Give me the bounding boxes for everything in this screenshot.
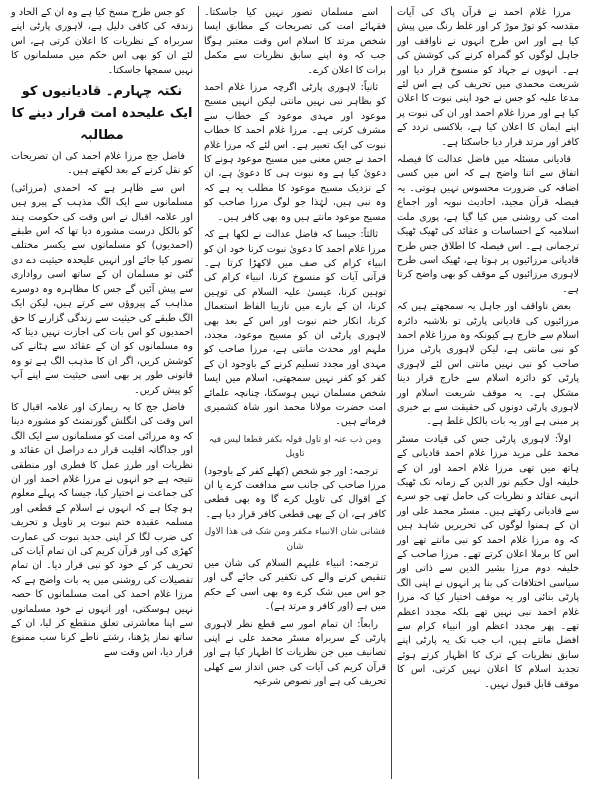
column-left [6, 6, 198, 779]
paragraph: ترجمہ: انبیاء علیہم السلام کی شان میں تنقیص کرنے والے کی تکفیر کی جائے گی اور جو اس میں شک کرے وہ بھی اسی کے حکم میں ہے (اور کافر و مرتد ہے)۔ [204, 558, 386, 613]
column-right [392, 6, 584, 779]
article-columns [6, 6, 584, 779]
paragraph: مرزا غلام احمد نے قرآن پاک کی آیات مقدسہ کو توڑ موڑ کر اور غلط رنگ میں پیش کیا ہے اور اس طرح انہوں نے ناواقف اور جاہل لوگوں کو گمراہ کرنے کی کوشش کی ہے۔ انہوں نے جہاد کو منسوخ قرار دیا اور شریعت محمدی میں تحریف کی ہے اس لئے مدعا علیہ کو جس نے خود اپنی نبوت کا اعلان کیا ہے اور مرزا غلام احمد اور ان کی نبوت پر اپنے ایمان کا اعلان کیا ہے، بلاکسی تردد کے کافر اور مرتد قرار دیا جاسکتا ہے۔ [397, 7, 579, 148]
paragraph: فاضل جج کا یہ ریمارک اور علامہ اقبال کا اس وقت کی انگلش گورنمنٹ کو مشورہ دینا کہ وہ مرزائی امت کو مسلمانوں سے ایک الگ اور جداگانہ اقلیت قرار دے دراصل ان عقائد و نظریات اور طرز عمل کا فطری اور منطقی نتیجہ ہے جو انہوں نے مرزا غلام احمد اور ان کی جماعت نے اختیار کیا، جیسا کہ پہلے معلوم ہو چکا ہے کہ انہوں نے اسلام کے قطعی اور مسلمہ عقیدہ ختم نبوت پر تاویل و تحریف کی ضرب لگا کر اپنی جدید نبوت کی عمارت کھڑی کی اور قرآن کریم کی ان تمام آیات کی تحریف کر کے خود کو نبی قرار دیا۔ ان تمام تفصیلات کی روشنی میں یہ بات واضح ہے کہ مرزا غلام احمد کی امت مسلمانوں کا حصہ نہیں ہوسکتی، اور انہوں نے خود مسلمانوں سے اپنا معاشرتی تعلق منقطع کر لیا، ان کے ساتھ نماز پڑھنا، رشتے ناطے کرنا سب ممنوع قرار دیا، اس وقت سے [11, 401, 193, 658]
paragraph: ثالثاً: جیسا کہ فاضل عدالت نے لکھا ہے کہ مرزا غلام احمد کا دعویٰ نبوت کرنا خود ان کو انبیاء کرام کی صف میں لاکھڑا کرتا ہے۔ قرآنی آیات کو منسوخ کرنا، انبیاء کرام کی توہین کرنا، عیسیٰ علیہ السلام کی توہین کرنا، ان کے بارے میں نازیبا الفاظ استعمال کرنا، انکار ختم نبوت اور اس کے بعد بھی لاہوری پارٹی ان کو مسیح موعود، مجدد، ملہم اور محدث مانتی ہے، مرزا صاحب کو مہدی اور مجدد تسلیم کرنے کے باوجود ان کے کفر کو کفر نہیں سمجھتی، اسلام میں ایسا شخص مسلمان نہیں ہوسکتا، چنانچہ علمائے امت حضرت مولانا محمد انور شاہ کشمیری فرماتے ہیں۔ [204, 229, 386, 428]
paragraph: فاضل جج مرزا غلام احمد کی ان تصریحات کو نقل کرنے کے بعد لکھتے ہیں۔ [11, 151, 193, 177]
paragraph: قادیانی مسئلہ میں فاضل عدالت کا فیصلہ اتفاق سے اتنا واضح ہے کہ اس میں کسی اضافہ کی ضرورت محسوس نہیں ہوتی۔ یہ فیصلہ قرآن مجید، احادیث نبویہ اور اجماع امت کی روشنی میں کیا گیا ہے، پوری ملت اسلامیہ کے احساسات و عقائد کی ٹھیک ٹھیک ترجمانی ہے۔ اس فیصلہ کا اطلاق جس طرح قادیانی مرزائیوں پر ہوتا ہے، ٹھیک اسی طرح لاہوری مرزائیوں کے موقف کو بھی واضح کرتا ہے۔ [397, 154, 579, 295]
paragraph: اولاً: لاہوری پارٹی جس کی قیادت مسٹر محمد علی مرید مرزا غلام احمد قادیانی کے ہاتھ میں تھی مرزا غلام احمد اور ان کے خلیفہ اول حکیم نور الدین کے زمانہ تک ٹھیک انہی عقائد و نظریات کی حامل تھی جو سرے سے قادیانی رکھتے ہیں۔ مسٹر محمد علی اور ان کے ہمنوا لوگوں کی تحریریں شاہد ہیں کہ وہ مرزا غلام احمد کو نبی مانتے تھے اور اس کا برملا اعلان کرتے تھے۔ مرزا صاحب کے خلیفہ دوم مرزا بشیر الدین سے ذاتی اور سیاسی اختلافات کی بنا پر انہوں نے اپنی الگ پارٹی بنائی اور یہ موقف اختیار کیا کہ مرزا غلام احمد نبی نہیں تھے بلکہ مجدد اعظم تھے۔ پھر مجدد اعظم اور انبیاء کرام سے افضل مانتے ہیں، اب جب تک یہ پارٹی اپنے سابق نظریات کے ترک کا اظہار کرتے ہوئے تجدید اسلام کا اعلان نہیں کرتی، اس کا موقف قابل قبول نہیں۔ [397, 433, 579, 690]
paragraph: رابعاً: ان تمام امور سے قطع نظر لاہوری پارٹی کے سربراہ مسٹر محمد علی نے اپنی تصانیف میں جن نظریات کا اظہار کیا ہے اور قرآن کریم کی آیات کی جس انداز سے کھلی تحریف کی ہے اور نصوص شرعیہ [204, 618, 386, 688]
paragraph: ثانیاً: لاہوری پارٹی اگرچہ مرزا غلام احمد کو بظاہر نبی نہیں مانتی لیکن انہیں مسیح موعود اور مہدی موعود کے خطاب سے مشرف کرتی ہے۔ مرزا غلام احمد کا خطاب نبوت کی ایک تعبیر ہے۔ اس لئے کہ مرزا غلام احمد نے جس معنی میں مسیح موعود ہونے کا دعویٰ کیا ہے وہ نبوت ہی کا دعویٰ ہے، ان کے نزدیک مسیح موعود کا مطلب یہ ہے کہ وہ نبی ہیں، لہٰذا جو لوگ مرزا صاحب کو مسیح موعود مانتے ہیں وہ بھی کافر ہیں۔ [204, 82, 386, 223]
column-middle [199, 6, 391, 779]
arabic-quote: ومن ذب عنہ او تاول قولہ بکفر قطعا لیس فیہ تاویل [208, 434, 382, 460]
paragraph: اسے مسلمان تصور نہیں کیا جاسکتا۔ فقہائے امت کی تصریحات کے مطابق ایسا شخص مرتد کا اسلام اس وقت معتبر ہوگا جب کہ وہ اپنے سابق نظریات سے مکمل برات کا اعلان کرے۔ [204, 7, 386, 76]
column-divider [391, 6, 392, 779]
paragraph: بعض ناواقف اور جاہل یہ سمجھتے ہیں کہ مرزائیوں کی قادیانی پارٹی تو بلاشبہ دائرہ اسلام سے خارج ہے کیونکہ وہ مرزا غلام احمد کو نبی مانتی ہے، لیکن لاہوری پارٹی مرزا صاحب کو نبی نہیں مانتی اس لئے لاہوری پارٹی کو دائرہ اسلام سے خارج قرار دینا مشکل ہے۔ یہ موقف شریعت اسلام اور لاہوری پارٹی دونوں کی حقیقت سے بے خبری پر مبنی ہے اور یہ بات بالکل غلط ہے۔ [397, 301, 579, 428]
paragraph: کو جس طرح مسخ کیا ہے وہ ان کے الحاد و زندقہ کی کافی دلیل ہے، لاہوری پارٹی اپنے سربراہ کے نظریات کا اعلان کرتی ہے، اس لئے ان کو بھی اس حکم میں مسلمانوں کا نہیں سمجھا جاسکتا۔ [11, 7, 193, 76]
section-heading: نکتہ چہارم۔ قادیانیوں کو ایک علیحدہ امت قرار دینے کا مطالبہ [11, 84, 193, 144]
column-divider [198, 6, 199, 779]
paragraph: ترجمہ: اور جو شخص (کھلے کفر کے باوجود) مرزا صاحب کی جانب سے مدافعت کرے یا ان کے اقوال کی تاویل کرے گا وہ بھی قطعی کافر ہے، ان کے بھی قطعی کافر قرار دیا ہے۔ [203, 465, 386, 520]
paragraph: اس سے ظاہر ہے کہ احمدی (مرزائی) مسلمانوں سے ایک الگ مذہب کے پیرو ہیں اور علامہ اقبال نے اس وقت کی حکومت ہند کو بالکل درست مشورہ دیا تھا کہ اس طبقے (احمدیوں) کو مسلمانوں سے یکسر مختلف تصور کیا جائے اور انہیں علیحدہ حیثیت دے دی گئی تو مسلمان ان کے ساتھ اسی رواداری سے پیش آئیں گے جس کا مظاہرہ وہ دوسرے مذاہب کے پیروؤں سے کرتے ہیں، لیکن ایک الگ طبقے کی حیثیت سے زندگی گزارنے کا حق احمدیوں کو اس بات کی اجازت نہیں دیتا کہ وہ مسلمانوں کو ان کے عقائد سے ہٹانے کی کوشش کریں، اگر ان کا مذہب الگ ہے تو وہ قانونی طور پر بھی اسی حیثیت سے اپنے آپ کو پیش کریں۔ [11, 182, 193, 396]
arabic-quote: فشانی شان الانبیاء مکفر ومن شک فی ھذا الاول شان [204, 527, 386, 552]
